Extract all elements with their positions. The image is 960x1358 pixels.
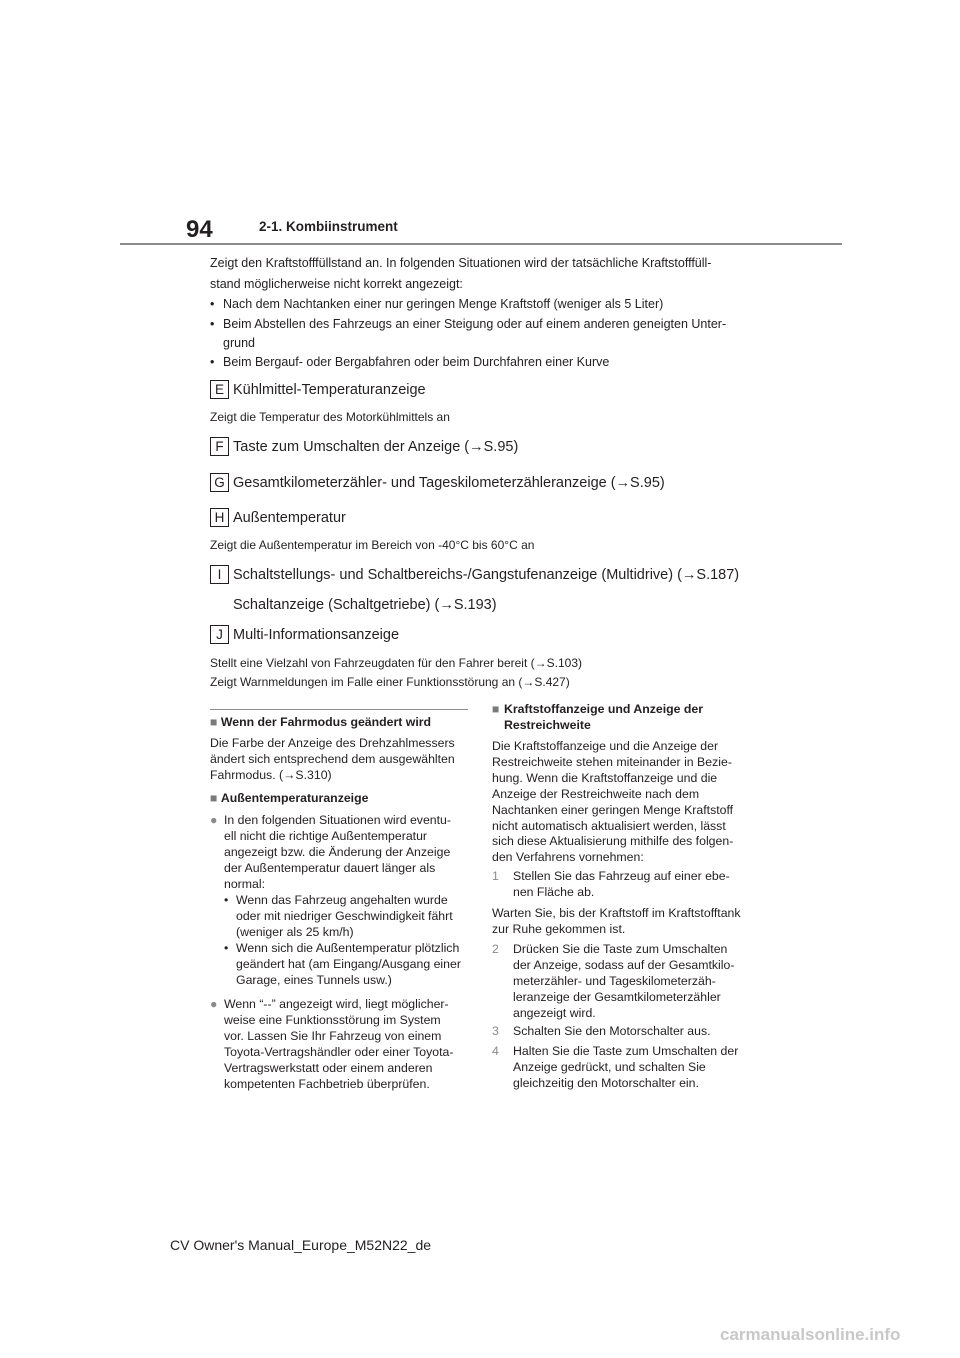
text-line: zur Ruhe gekommen ist. xyxy=(492,921,626,936)
square-bullet-icon: ■ xyxy=(210,791,218,805)
step-number: 3 xyxy=(492,1024,499,1038)
item-h-heading xyxy=(210,508,770,528)
step-number: 4 xyxy=(492,1044,499,1058)
item-i-heading xyxy=(210,565,810,585)
text-line: Restreichweite stehen miteinander in Bezie- xyxy=(492,754,732,769)
page-number: 94 xyxy=(186,216,213,243)
text-line: In den folgenden Situationen wird eventu- xyxy=(224,813,451,827)
text-line: leranzeige der Gesamtkilometerzähler xyxy=(513,989,721,1004)
text-line: Schalten Sie den Motorschalter aus. xyxy=(513,1024,711,1038)
item-label: Kühlmittel-Temperaturanzeige xyxy=(233,382,426,398)
text-line: oder mit niedriger Geschwindigkeit fährt xyxy=(236,908,453,923)
bullet-dot: • xyxy=(210,355,215,369)
item-label: Taste zum Umschalten der Anzeige (→S.95) xyxy=(233,439,519,455)
text-line: Toyota-Vertragshändler oder einer Toyota- xyxy=(224,1044,454,1059)
list-item xyxy=(210,353,770,372)
item-f-heading xyxy=(210,437,770,457)
item-letter-badge: E xyxy=(210,380,229,399)
text-line: Anzeige der Restreichweite nach dem xyxy=(492,786,700,801)
item-i-label-2: Schaltanzeige (Schaltgetriebe) (→S.193) xyxy=(233,597,497,613)
text-line: Halten Sie die Taste zum Umschalten der xyxy=(513,1044,739,1058)
list-item xyxy=(210,315,770,334)
text-line: Vertragswerkstatt oder einem anderen xyxy=(224,1060,433,1075)
heading-text: Wenn der Fahrmodus geändert wird xyxy=(220,715,432,729)
bullet-dot: • xyxy=(210,297,215,311)
intro-line-2: stand möglicherweise nicht korrekt angezeigt: xyxy=(210,277,463,291)
item-letter-badge: G xyxy=(210,473,229,492)
item-label: Gesamtkilometerzähler- und Tageskilometerzähleranzeige (→S.95) xyxy=(233,475,665,491)
text-line: Fahrmodus. (→S.310) xyxy=(210,767,332,782)
item-letter-badge: J xyxy=(210,625,229,644)
text-line: hung. Wenn die Kraftstoffanzeige und die xyxy=(492,770,718,785)
text-line: angezeigt bzw. die Änderung der Anzeige xyxy=(224,844,451,859)
text-line: der Außentemperatur dauert länger als xyxy=(224,860,436,875)
text-line: vor. Lassen Sie Ihr Fahrzeug von einem xyxy=(224,1028,442,1043)
item-letter-badge: I xyxy=(210,565,229,584)
bullet-text: Nach dem Nachtanken einer nur geringen Menge Kraftstoff (weniger als 5 Liter) xyxy=(223,297,664,311)
header-divider xyxy=(120,243,842,245)
text-line: Kraftstoffanzeige und Anzeige der xyxy=(504,702,704,716)
step-number: 1 xyxy=(492,869,499,883)
item-e-heading xyxy=(210,380,770,400)
right-paragraph-1 xyxy=(492,739,733,866)
text-line: meterzähler- und Tageskilometerzäh- xyxy=(513,973,716,988)
text-line: Stellen Sie das Fahrzeug auf einer ebe- xyxy=(513,869,730,883)
text-line: Warten Sie, bis der Kraftstoff im Kraftstofftank xyxy=(492,906,741,920)
text-line: angezeigt wird. xyxy=(513,1005,596,1020)
left-paragraph-1 xyxy=(210,736,455,784)
heading-text: Außentemperaturanzeige xyxy=(220,791,369,805)
text-line: (weniger als 25 km/h) xyxy=(236,924,354,939)
text-line: Wenn sich die Außentemperatur plötzlich xyxy=(236,941,460,955)
bullet-text: Beim Bergauf- oder Bergabfahren oder beim Durchfahren einer Kurve xyxy=(223,355,610,369)
item-e-description: Zeigt die Temperatur des Motorkühlmittels an xyxy=(210,410,450,424)
item-j-heading xyxy=(210,625,770,645)
text-line: Die Kraftstoffanzeige und die Anzeige der xyxy=(492,739,719,753)
text-line: normal: xyxy=(224,876,266,891)
text-line: Die Farbe der Anzeige des Drehzahlmessers xyxy=(210,736,455,750)
item-j-description-2: Zeigt Warnmeldungen im Falle einer Funktionsstörung an (→S.427) xyxy=(210,675,570,689)
item-label: Schaltstellungs- und Schaltbereichs-/Gangstufenanzeige (Multidrive) (→S.187) xyxy=(233,567,740,583)
item-j-description-1: Stellt eine Vielzahl von Fahrzeugdaten für den Fahrer bereit (→S.103) xyxy=(210,656,582,670)
text-line: Nachtanken einer geringen Menge Kraftstoff xyxy=(492,802,734,817)
text-line: Wenn das Fahrzeug angehalten wurde xyxy=(236,893,448,907)
text-line: nicht automatisch aktualisiert werden, lässt xyxy=(492,818,726,833)
watermark: carmanualsonline.info xyxy=(720,1325,901,1344)
square-bullet-icon: ■ xyxy=(492,702,500,716)
text-line: den Verfahrens vornehmen: xyxy=(492,850,644,865)
circle-bullet-icon: ● xyxy=(210,813,218,827)
text-line: Wenn “--” angezeigt wird, liegt möglicher- xyxy=(224,997,449,1011)
text-line: kompetenten Fachbetrieb überprüfen. xyxy=(224,1076,430,1091)
intro-line-1: Zeigt den Kraftstofffüllstand an. In folgenden Situationen wird der tatsächliche Kraftstofffüll- xyxy=(210,256,712,270)
text-line: nen Fläche ab. xyxy=(513,884,595,899)
list-item xyxy=(210,295,770,314)
text-line: Restreichweite xyxy=(504,717,591,732)
text-line: ell nicht die richtige Außentemperatur xyxy=(224,828,428,843)
bullet-dot: • xyxy=(224,893,229,907)
item-letter-badge: H xyxy=(210,508,229,527)
left-heading-fahrmodus xyxy=(210,715,431,731)
column-divider xyxy=(210,709,468,710)
text-line: der Anzeige, sodass auf der Gesamtkilo- xyxy=(513,957,735,972)
circle-bullet-icon: ● xyxy=(210,997,218,1011)
right-paragraph-2 xyxy=(492,906,741,938)
text-line: geändert hat (am Eingang/Ausgang einer xyxy=(236,956,461,971)
left-heading-aussentemp xyxy=(210,791,368,807)
text-line: Anzeige gedrückt, und schalten Sie xyxy=(513,1059,706,1074)
bullet-text: Beim Abstellen des Fahrzeugs an einer Steigung oder auf einem anderen geneigten Unter- xyxy=(223,317,727,331)
bullet-dot: • xyxy=(224,941,229,955)
item-h-description: Zeigt die Außentemperatur im Bereich von -40°C bis 60°C an xyxy=(210,538,535,552)
text-line: Drücken Sie die Taste zum Umschalten xyxy=(513,942,728,956)
step-number: 2 xyxy=(492,942,499,956)
bullet-continuation: grund xyxy=(223,336,255,350)
footer-manual-id: CV Owner's Manual_Europe_M52N22_de xyxy=(170,1237,432,1253)
text-line: weise eine Funktionsstörung im System xyxy=(224,1012,441,1027)
text-line: ändert sich entsprechend dem ausgewählten xyxy=(210,751,455,766)
section-title: 2-1. Kombiinstrument xyxy=(259,219,398,234)
text-line: sich diese Aktualisierung mithilfe des folgen- xyxy=(492,834,734,849)
text-line: Garage, eines Tunnels usw.) xyxy=(236,972,392,987)
text-line: gleichzeitig den Motorschalter ein. xyxy=(513,1075,699,1090)
bullet-dot: • xyxy=(210,317,215,331)
item-letter-badge: F xyxy=(210,437,229,456)
item-g-heading xyxy=(210,473,770,493)
item-label: Außentemperatur xyxy=(233,510,346,526)
item-label: Multi-Informationsanzeige xyxy=(233,627,400,643)
square-bullet-icon: ■ xyxy=(210,715,218,729)
